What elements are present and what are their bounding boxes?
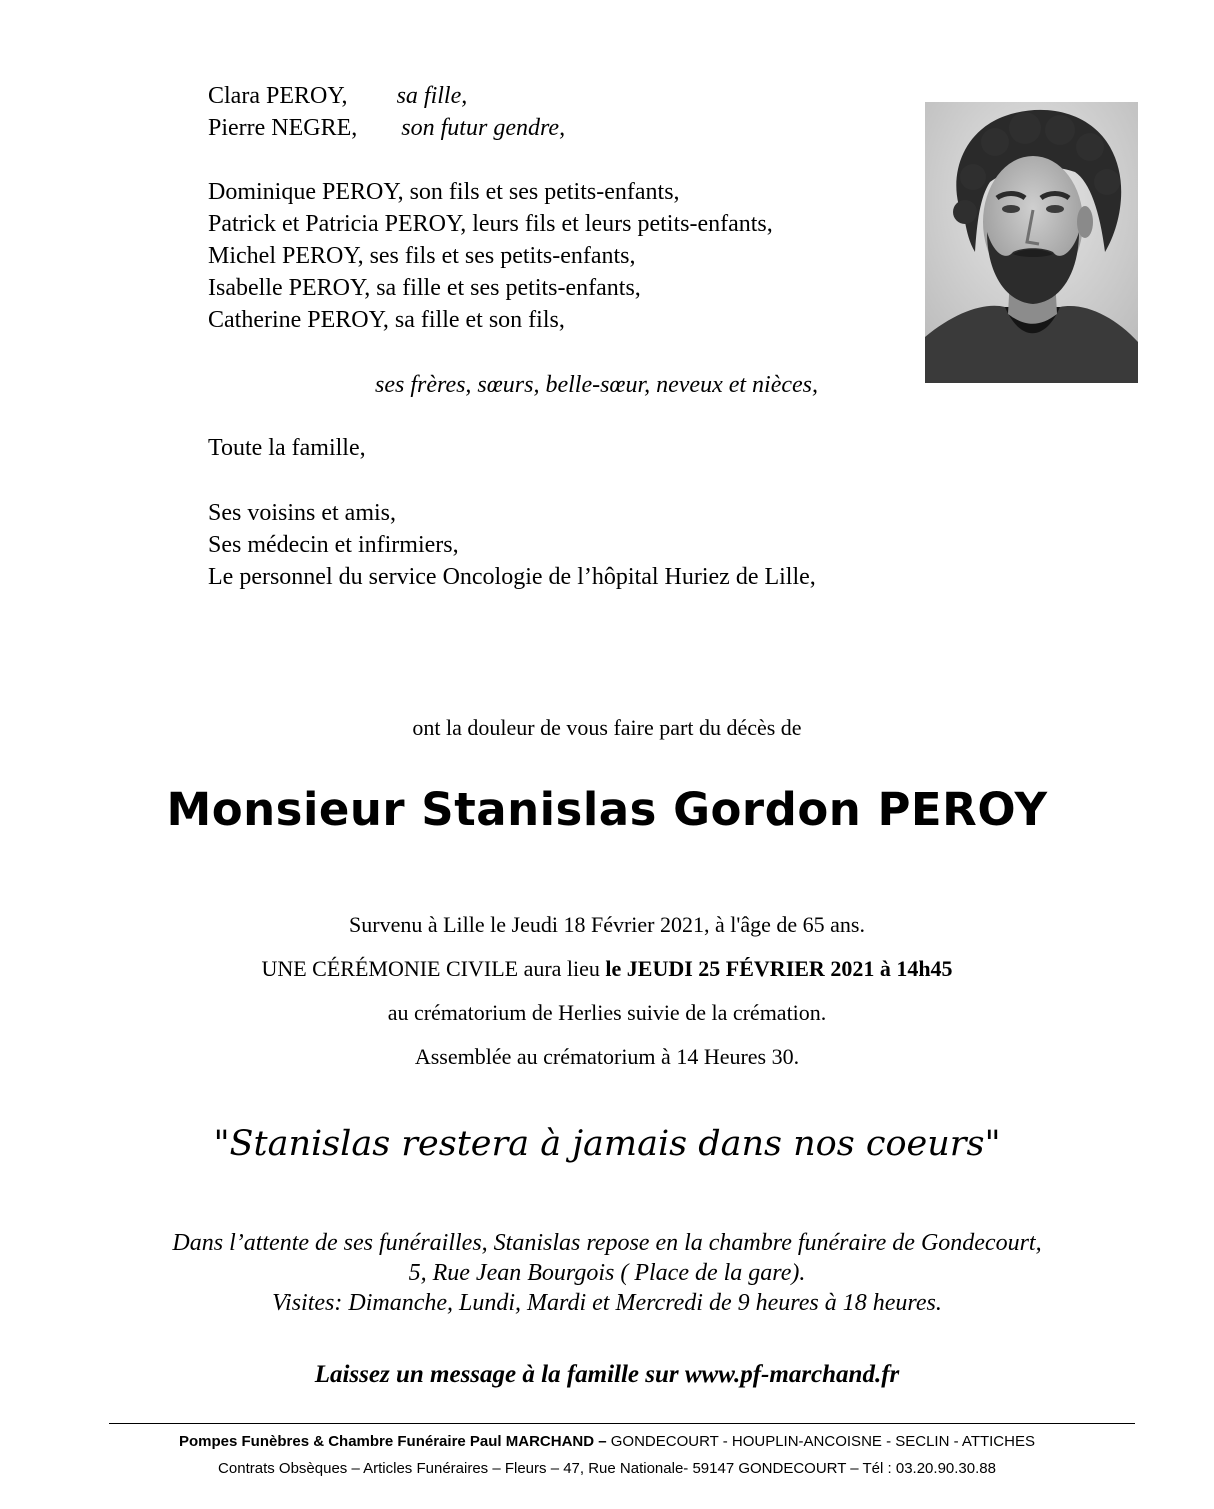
footer-company: Pompes Funèbres & Chambre Funéraire Paul MARCHAND – (179, 1433, 607, 1450)
family-role: sa fille, (396, 83, 468, 109)
message-link[interactable]: Laissez un message à la famille sur www.pf-marchand.fr (314, 1361, 900, 1388)
memorial-quote: "Stanislas restera à jamais dans nos coeurs" (213, 1124, 1001, 1164)
footer-locations: GONDECOURT - HOUPLIN-ANCOISNE - SECLIN - ATTICHES (606, 1433, 1035, 1450)
death-details: Survenu à Lille le Jeudi 18 Février 2021, à l'âge de 65 ans. (349, 912, 865, 937)
footer-contact: Contrats Obsèques – Articles Funéraires – Fleurs – 47, Rue Nationale- 59147 GONDECOURT – Tél : 03.20.90.30.88 (218, 1460, 996, 1477)
others-line: Le personnel du service Oncologie de l’hôpital Huriez de Lille, (208, 564, 816, 590)
visits-line: Visites: Dimanche, Lundi, Mardi et Mercredi de 9 heures à 18 heures. (272, 1290, 942, 1316)
rest-line: Dans l’attente de ses funérailles, Stanislas repose en la chambre funéraire de Gondecourt, (172, 1230, 1042, 1256)
others-line: Ses médecin et infirmiers, (208, 532, 459, 558)
ceremony-line (0, 953, 1214, 985)
family-name: Pierre NEGRE, (208, 115, 358, 141)
ceremony-date: le JEUDI 25 FÉVRIER 2021 à 14h45 (605, 956, 953, 981)
family-line: Isabelle PEROY, sa fille et ses petits-enfants, (208, 275, 641, 301)
others-line: Ses voisins et amis, (208, 500, 397, 526)
family-name: Clara PEROY, (208, 83, 348, 109)
siblings-line: ses frères, sœurs, belle-sœur, neveux et nièces, (375, 372, 819, 398)
rest-address: 5, Rue Jean Bourgois ( Place de la gare). (408, 1260, 806, 1286)
family-line: Dominique PEROY, son fils et ses petits-enfants, (208, 179, 680, 205)
portrait-photo (925, 102, 1138, 383)
whole-family-line: Toute la famille, (208, 435, 366, 461)
announcement-intro: ont la douleur de vous faire part du décès de (412, 715, 802, 740)
assembly-line: Assemblée au crématorium à 14 Heures 30. (414, 1044, 800, 1069)
family-line-1 (208, 80, 467, 112)
ceremony-location: au crématorium de Herlies suivie de la crémation. (387, 1000, 827, 1025)
family-line-2 (208, 112, 565, 144)
family-line: Patrick et Patricia PEROY, leurs fils et leurs petits-enfants, (208, 211, 773, 237)
footer-divider (109, 1423, 1135, 1424)
family-line: Michel PEROY, ses fils et ses petits-enfants, (208, 243, 636, 269)
family-line: Catherine PEROY, sa fille et son fils, (208, 307, 565, 333)
ceremony-prefix: UNE CÉRÉMONIE CIVILE aura lieu (261, 956, 606, 981)
family-role: son futur gendre, (401, 115, 566, 141)
footer-company-line (0, 1432, 1214, 1452)
deceased-name: Monsieur Stanislas Gordon PEROY (166, 783, 1048, 836)
